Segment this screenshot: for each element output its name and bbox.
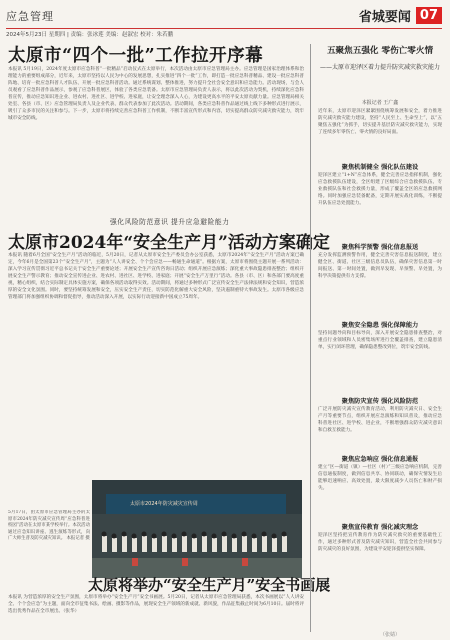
article1-headline: 太原市“四个一批”工作拉开序幕 [8,46,264,66]
masthead-meta: 2024年5月23日 星期四 | 责编：张冰莲 美编：赵淑宏 校对：朱若鹏 [6,32,174,38]
sidebar-section-body: 坚持问题导向和目标导向，深入开展安全隐患排查整治，对重点行业领域和人员密集场所进行全覆盖排查，建立隐患清单，实行闭环管理，确保隐患整改到位，筑牢安全防线。 [318,331,442,351]
sidebar-headline: 五聚焦五强化 零伤亡零火情 [326,46,434,56]
article3-headline: 太原将举办“安全生产月”安全书画展 [88,576,331,594]
photo-crowd-image [92,514,302,578]
sidebar-section-body: 广泛开展防灾减灾宣传教育活动，利用防灾减灾日、安全生产月等重要节点，组织开展应急演练和知识普及，推动应急科普进社区、进学校、进企业，不断增强群众防灾减灾意识和自救互救能力。 [318,407,442,434]
event-photo [92,480,302,578]
sidebar-intro: 近年来，太原市迎泽区紧紧围绕统筹发展和安全，着力推进防灾减灾救灾能力建设，坚持“人民至上、生命至上”，以“五聚焦五强化”为抓手，切实提升基层防灾减灾救灾能力，实现了连续多年零伤亡、零火情的良好局面。 [318,109,442,136]
sidebar-section-heading: 聚焦科学预警 强化信息报送 [341,244,419,251]
sidebar-section-heading: 聚焦防灾宣传 强化风险防范 [341,398,419,405]
sidebar-section-heading: 聚焦宣传教育 强化减灾理念 [341,524,419,531]
sidebar-credit: 本报记者 王广鑫 [361,100,399,106]
sidebar-section-body: 迎泽区建立“1+N”应急体系，健全完善应急指挥机制，强化应急救援队伍建设，全区组建了区级综合应急救援队伍、专业救援队伍和社会救援力量，形成了覆盖全区的应急救援网络。同时加强应急装备配备，定期开展实战化训练，不断提升队伍应急处置能力。 [318,173,442,207]
article2-body: 本报讯 随着6月全国“安全生产月”活动的临近，5月20日，记者从太原市安全生产委员会办公室获悉，太原市2024年“安全生产月”活动方案已确定，今年6月是全国第23个“安全生产月”，主题为“人人讲安全、个个会应急——畅通生命通道”。根据方案，太原市将围绕主题开展一系列活动：深入学习宣传贯彻习近平总书记关于安全生产重要论述；开展安全生产宣传咨询日活动；组织开展应急演练；深化重大事故隐患排查整治；组织开展安全生产警示教育；推动安全宣传进企业、进农村、进社区、进学校、进家庭；开展“安全生产万里行”活动。各县（市、区）和各部门要高度重视，精心组织，结合实际制定具体实施方案，确保各项活动取得实效。活动期间，将通过多种形式广泛宣传安全生产法律法规和安全知识，营造浓厚的安全文化氛围。同时，要坚持统筹发展和安全，压实安全生产责任，切实防范化解重大安全风险，坚决遏制重特大事故发生。太原市各级应急管理部门将加强组织协调和督促指导，推动活动深入开展，以实际行动迎接新中国成立75周年。 [8,253,304,301]
photo-banner-text: 太原市2024年防灾减灾宣传周 [130,501,198,507]
sidebar-section-body: 建立“区—街道（镇）—社区（村）”三级应急响应机制，完善信息通报制度，做到信息共享、协同联动，确保灾情发生后能够迅速响应、高效处置，最大限度减少人员伤亡和财产损失。 [318,465,442,492]
section-name: 应急管理 [6,10,54,23]
sidebar-subheadline: ——太原市迎泽区着力提升防灾减灾救灾能力 [319,64,440,71]
article3-body: 本报讯 为营造浓厚的安全生产氛围，太原市将举办“安全生产月”安全书画展。5月20日，记者从太原市应急管理局获悉，本次书画展以“人人讲安全、个个会应急”为主题，面向全市征集书法、绘画、摄影等作品，展现安全生产领域的新成就、新风貌，作品征集截止时间为6月10日。届时将评选出优秀作品在全市展出。（张华） [8,595,304,615]
article1-body: 本报讯 5月19日，2024年度太原市应急科普“一批精品”启动仪式在太原举行，本次活动由太原市应急管理局主办。应急管理是国家治理体系和治理能力的重要组成部分，近年来，太原市坚持以人民为中心的发展思想，扎实推进“四个一批”工作，即打造一批应急科普精品、建设一批应急科普阵地、培育一批应急科普人才队伍、开展一批应急科普活动。通过系统谋划、整体推进，努力提升全社会安全意识和应急能力。活动现场，与会人员观看了应急科普作品展示，参观了应急科普展区，体验了各类应急装备。太原市应急管理局负责人表示，将以此次活动为契机，持续深化应急科普宣传，推动应急知识进企业、进农村、进社区、进学校、进家庭，让安全理念深入人心，为建设更高水平的平安太原贡献力量。应急管理局相关处室、各县（市、区）应急管理局负责人及企业代表、群众代表参加了此次活动。活动期间，各类应急科普作品通过线上线下多种形式进行展示，吸引了众多市民的关注和参与。下一步，太原市将持续完善应急科普工作机制，不断丰富宣传形式和内容，切实提高群众防灾减灾救灾能力，筑牢城市安全防线。 [8,67,304,122]
sidebar-section-heading: 聚焦安全隐患 强化保障能力 [341,322,419,329]
article2-kicker: 强化风险防范意识 提升应急避险能力 [110,218,230,226]
sidebar-section-heading: 聚焦机制健全 强化队伍建设 [341,164,419,171]
sidebar-section-body: 充分发挥监测预警作用，健全完善灾害信息报送制度，建立健全区、街道、社区三级信息员队伍，确保灾害信息第一时间报送、第一时间处置，做到早发现、早预警、早处置，为科学决策提供有力支撑。 [318,253,442,280]
sidebar-signature: （张婧） [380,632,401,638]
sidebar-section-body: 迎泽区坚持把宣传教育作为防灾减灾救灾的重要基础性工作，通过多种形式普及防灾减灾知识，营造全社会共同参与防灾减灾的良好氛围，为建设平安迎泽提供坚实保障。 [318,533,442,553]
masthead-rule [6,28,442,29]
page-number: 07 [416,7,442,24]
edition-name: 省城要闻 [358,10,411,25]
sidebar-section-heading: 聚焦应急响应 强化信息通报 [341,456,419,463]
masthead [0,0,450,42]
photo-caption: 5月17日，由太原市应急管理局主办的太原市2024年防灾减灾宣传周“应急科普进校园”活动在太原市某学校举行。本次活动通过应急知识讲座、逃生演练等形式，向广大师生普及防灾减灾知识。 本报记者 摄 [8,510,90,541]
column-divider [310,44,311,632]
article2-headline: 太原市2024年“安全生产月”活动方案确定 [8,233,330,253]
edition-label [359,6,442,25]
